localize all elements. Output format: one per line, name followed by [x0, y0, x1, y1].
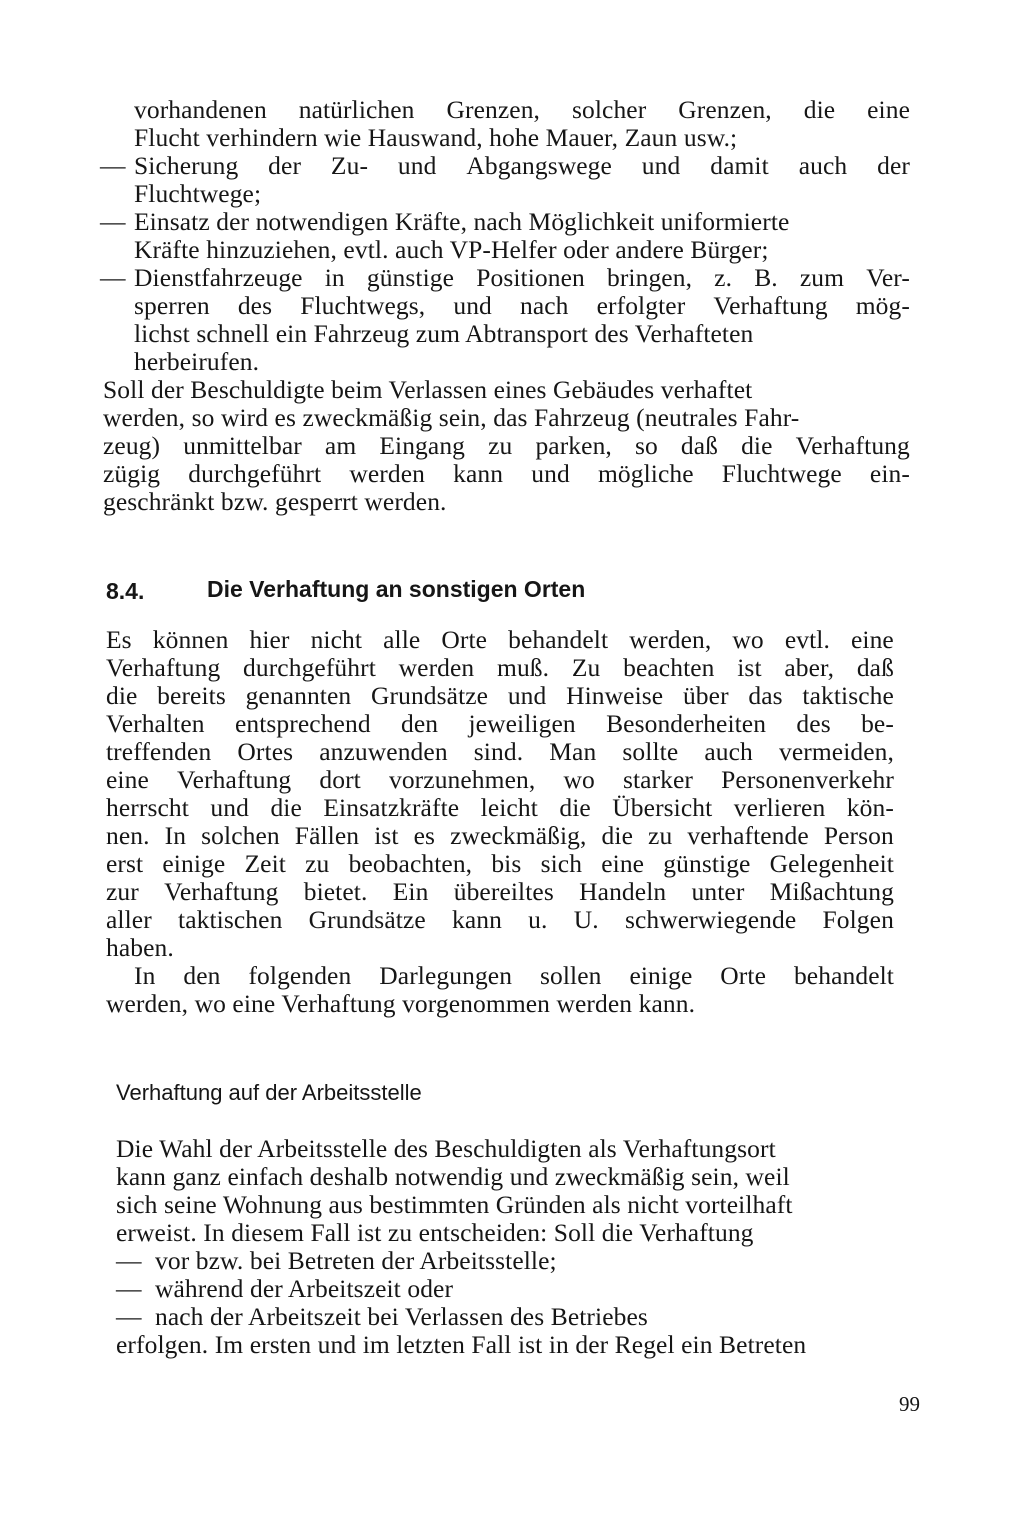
text-line: haben. — [106, 933, 174, 962]
text-line: zur Verhaftung bietet. Ein übereiltes Handeln unter Mißachtung — [106, 877, 894, 906]
list-dash: — — [116, 1302, 142, 1331]
page-number: 99 — [899, 1392, 920, 1416]
text-line: treffenden Ortes anzuwenden sind. Man sollte auch vermeiden, — [106, 737, 894, 766]
text-line: vorhandenen natürlichen Grenzen, solcher Grenzen, die eine — [134, 95, 910, 124]
list-item-text: Sicherung der Zu- und Abgangswege und damit auch der — [134, 151, 910, 180]
list-item-text: Fluchtwege; — [134, 179, 262, 208]
text-line: Verhalten entsprechend den jeweiligen Besonderheiten des be- — [106, 709, 894, 738]
text-line: Verhaftung durchgeführt werden muß. Zu beachten ist aber, daß — [106, 653, 894, 682]
text-line: werden, so wird es zweckmäßig sein, das Fahrzeug (neutrales Fahr- — [103, 403, 800, 432]
text-line: zügig durchgeführt werden kann und mögliche Fluchtwege ein- — [103, 459, 910, 488]
list-item-text: sperren des Fluchtwegs, und nach erfolgter Verhaftung mög- — [134, 291, 910, 320]
text-line: Soll der Beschuldigte beim Verlassen eines Gebäudes verhaftet — [103, 375, 753, 404]
text-line: eine Verhaftung dort vorzunehmen, wo starker Personenverkehr — [106, 765, 894, 794]
text-line: die bereits genannten Grundsätze und Hinweise über das taktische — [106, 681, 894, 710]
list-dash: — — [116, 1274, 142, 1303]
text-line: erweist. In diesem Fall ist zu entscheiden: Soll die Verhaftung — [116, 1218, 754, 1247]
text-line: aller taktischen Grundsätze kann u. U. schwerwiegende Folgen — [106, 905, 894, 934]
text-line: herrscht und die Einsatzkräfte leicht die Übersicht verlieren kön- — [106, 793, 894, 822]
list-item-text: Dienstfahrzeuge in günstige Positionen bringen, z. B. zum Ver- — [134, 263, 910, 292]
section-number: 8.4. — [106, 578, 145, 604]
list-dash: — — [100, 207, 126, 236]
text-line: geschränkt bzw. gesperrt werden. — [103, 487, 447, 516]
list-item-text: Kräfte hinzuziehen, evtl. auch VP-Helfer oder andere Bürger; — [134, 235, 769, 264]
text-line: Es können hier nicht alle Orte behandelt werden, wo evtl. eine — [106, 625, 894, 654]
section-title: Die Verhaftung an sonstigen Orten — [207, 576, 586, 602]
list-dash: — — [116, 1246, 142, 1275]
text-line: nen. In solchen Fällen ist es zweckmäßig, die zu verhaftende Person — [106, 821, 894, 850]
list-item-text: herbeirufen. — [134, 347, 260, 376]
text-line: erst einige Zeit zu beobachten, bis sich eine günstige Gelegenheit — [106, 849, 894, 878]
text-line: Die Wahl der Arbeitsstelle des Beschuldigten als Verhaftungsort — [116, 1134, 776, 1163]
text-line: zeug) unmittelbar am Eingang zu parken, so daß die Verhaftung — [103, 431, 910, 460]
list-item-text: vor bzw. bei Betreten der Arbeitsstelle; — [155, 1246, 557, 1275]
list-item-text: Einsatz der notwendigen Kräfte, nach Möglichkeit uniformierte — [134, 207, 790, 236]
subheading: Verhaftung auf der Arbeitsstelle — [116, 1080, 422, 1105]
text-line: In den folgenden Darlegungen sollen einige Orte behandelt — [134, 961, 894, 990]
text-line: erfolgen. Im ersten und im letzten Fall ist in der Regel ein Betreten — [116, 1330, 807, 1359]
list-item-text: nach der Arbeitszeit bei Verlassen des Betriebes — [155, 1302, 648, 1331]
list-dash: — — [100, 263, 126, 292]
text-line: werden, wo eine Verhaftung vorgenommen werden kann. — [106, 989, 696, 1018]
list-item-text: lichst schnell ein Fahrzeug zum Abtransport des Verhafteten — [134, 319, 754, 348]
text-line: kann ganz einfach deshalb notwendig und zweckmäßig sein, weil — [116, 1162, 790, 1191]
text-line: Flucht verhindern wie Hauswand, hohe Mauer, Zaun usw.; — [134, 123, 738, 152]
text-line: sich seine Wohnung aus bestimmten Gründen als nicht vorteilhaft — [116, 1190, 793, 1219]
list-item-text: während der Arbeitszeit oder — [155, 1274, 454, 1303]
list-dash: — — [100, 151, 126, 180]
